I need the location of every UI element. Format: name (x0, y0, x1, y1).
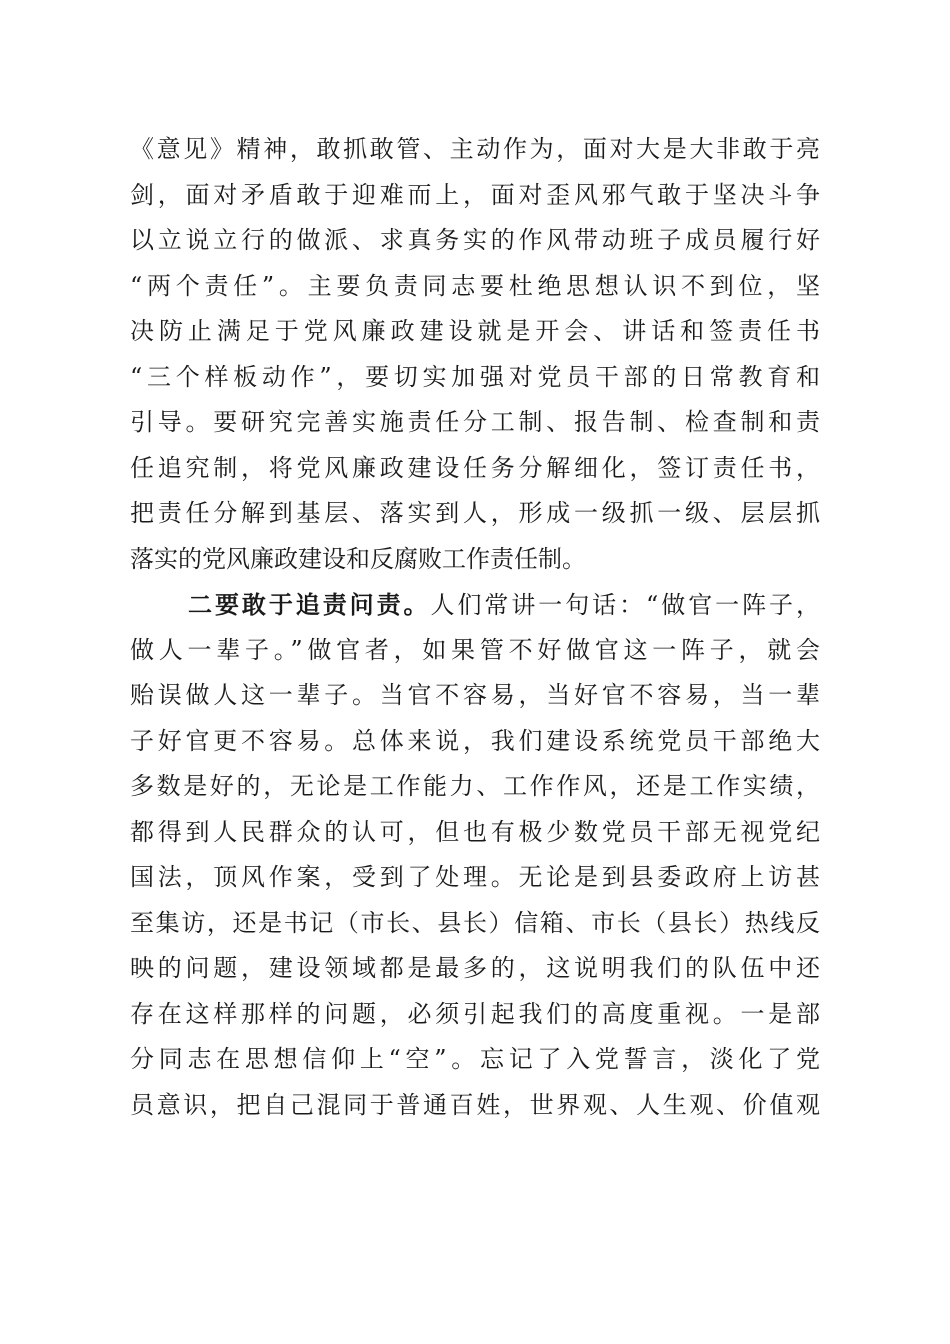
text-line: 落实的党风廉政建设和反腐败工作责任制。 (130, 544, 586, 573)
paragraph-1 (130, 127, 820, 582)
text-line: 至集访，还是书记（市长、县长）信箱、市长（县长）热线反 (130, 908, 820, 937)
paragraph-2 (130, 582, 820, 1128)
text-line: 引导。要研究完善实施责任分工制、报告制、检查制和责 (130, 408, 820, 436)
paragraph-heading: 二要敢于追责问责。 (188, 590, 431, 619)
text-line: 多数是好的，无论是工作能力、工作作风，还是工作实绩， (130, 772, 820, 800)
text-line: 任追究制，将党风廉政建设任务分解细化，签订责任书， (130, 453, 820, 482)
text-line: 《意见》精神，敢抓敢管、主动作为，面对大是大非敢于亮 (130, 135, 820, 163)
text-line: 决防止满足于党风廉政建设就是开会、讲话和签责任书 (130, 317, 820, 345)
text-line: 员意识，把自己混同于普通百姓，世界观、人生观、价值观 (130, 1090, 820, 1119)
text-line: 做人一辈子。”做官者，如果管不好做官这一阵子，就会 (130, 635, 820, 664)
text-line: “三个样板动作”，要切实加强对党员干部的日常教育和 (130, 362, 820, 391)
text-line: 存在这样那样的问题，必须引起我们的高度重视。一是部 (130, 999, 820, 1028)
text-line: 国法，顶风作案，受到了处理。无论是到县委政府上访甚 (130, 863, 820, 891)
text-line: 子好官更不容易。总体来说，我们建设系统党员干部绝大 (130, 726, 820, 755)
text-line: 以立说立行的做派、求真务实的作风带动班子成员履行好 (130, 226, 820, 254)
text-line: 分同志在思想信仰上“空”。忘记了入党誓言，淡化了党 (130, 1045, 820, 1073)
text-span: 人们常讲一句话：“做官一阵子， (430, 591, 820, 619)
text-line: 把责任分解到基层、落实到人，形成一级抓一级、层层抓 (130, 499, 820, 527)
text-line: 映的问题，建设领域都是最多的，这说明我们的队伍中还 (130, 954, 820, 982)
text-line: 贻误做人这一辈子。当官不容易，当好官不容易，当一辈 (130, 681, 820, 709)
text-line: “两个责任”。主要负责同志要杜绝思想认识不到位，坚 (130, 271, 820, 300)
paragraph-first-line (130, 582, 820, 628)
text-line: 剑，面对矛盾敢于迎难而上，面对歪风邪气敢于坚决斗争 (130, 180, 820, 209)
body-text (130, 127, 820, 1128)
text-line: 都得到人民群众的认可，但也有极少数党员干部无视党纪 (130, 817, 820, 846)
